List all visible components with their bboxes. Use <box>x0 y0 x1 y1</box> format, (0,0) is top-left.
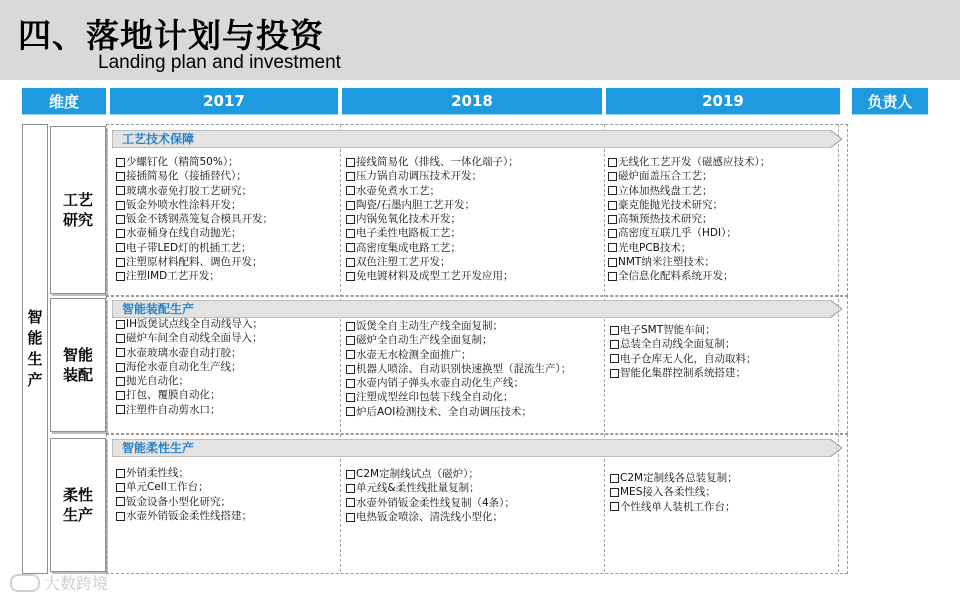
list-item <box>116 480 252 494</box>
items-process-2019 <box>608 155 770 284</box>
list-item <box>608 155 770 169</box>
list-item-text: 无线化工艺开发（磁感应技术）； <box>618 156 771 168</box>
items-process-2018 <box>346 155 519 284</box>
list-item <box>608 184 770 198</box>
list-item-text: 个性线单人装机工作台； <box>620 500 736 513</box>
banner-arrow <box>112 300 842 318</box>
list-item <box>346 212 519 226</box>
list-item-text: 水壶免煮水工艺； <box>356 184 440 197</box>
list-item <box>116 403 263 417</box>
list-item <box>346 155 519 169</box>
list-item-text: MES接入各柔性线； <box>620 486 716 499</box>
watermark-logo-icon <box>10 574 40 592</box>
checkbox-icon <box>346 484 355 493</box>
list-item-text: 海伦水壶自动化生产线； <box>126 360 242 373</box>
checkbox-icon <box>346 336 355 345</box>
checkbox-icon <box>608 272 617 281</box>
checkbox-icon <box>610 369 619 378</box>
banner-label: 智能装配生产 <box>122 302 195 316</box>
checkbox-icon <box>608 243 617 252</box>
checkbox-icon <box>346 322 355 331</box>
checkbox-icon <box>608 158 617 167</box>
list-item-text: 注塑原材料配料、调色开发； <box>126 256 263 269</box>
list-item <box>608 241 770 255</box>
list-item-text: 钣金外喷水性涂料开发； <box>126 198 242 211</box>
list-item-text: C2M定制线各总装复制； <box>620 472 738 484</box>
items-flexible-2017 <box>116 466 252 523</box>
checkbox-icon <box>116 172 125 181</box>
list-item <box>346 319 571 333</box>
list-item <box>116 269 273 283</box>
list-item-text: 注塑IMD工艺开发； <box>126 270 220 283</box>
checkbox-icon <box>346 215 355 224</box>
list-item <box>116 212 273 226</box>
subcategory-process-research <box>50 126 106 294</box>
list-item-text: 电子带LED灯的机插工艺； <box>126 241 252 254</box>
watermark-text: 大数跨境 <box>44 574 109 593</box>
page-subtitle: Landing plan and investment <box>98 52 341 73</box>
checkbox-icon <box>116 483 125 492</box>
list-item-text: 打包、覆膜自动化； <box>126 389 221 402</box>
list-item <box>116 360 263 374</box>
checkbox-icon <box>116 215 125 224</box>
list-item-text: 电子仓库无人化，自动取料； <box>620 352 757 365</box>
checkbox-icon <box>346 365 355 374</box>
list-item <box>346 226 519 240</box>
checkbox-icon <box>116 272 125 281</box>
list-item <box>116 155 273 169</box>
checkbox-icon <box>610 354 619 363</box>
list-item-text: 炉后AOI检测技术、全自动调压技术； <box>356 405 532 418</box>
list-item <box>116 198 273 212</box>
checkbox-icon <box>116 363 125 372</box>
list-item-text: 外销柔性线； <box>126 467 189 479</box>
list-item-text: C2M定制线试点（磁炉）； <box>356 468 479 480</box>
banner-arrow <box>112 130 842 148</box>
checkbox-icon <box>346 379 355 388</box>
checkbox-icon <box>116 469 125 478</box>
list-item-text: 电子SMT智能车间； <box>620 324 716 336</box>
list-item-text: 注塑成型丝印包装下线全自动化； <box>356 391 514 404</box>
list-item-text: 磁炉面盖压合工艺； <box>618 170 713 183</box>
list-item <box>346 269 519 283</box>
list-item <box>346 348 571 362</box>
list-item-text: 高密度互联几乎（HDI）； <box>618 227 737 240</box>
list-item <box>346 510 515 524</box>
subcategory-label: 工艺研究 <box>62 191 93 229</box>
list-item-text: 机器人喷涂、自动识别快速换型（混流生产）； <box>356 362 572 375</box>
list-item <box>346 496 515 510</box>
list-item <box>346 241 519 255</box>
subcategory-label: 智能装配 <box>62 346 93 384</box>
header-year-2017: 2017 <box>110 88 338 114</box>
list-item <box>116 184 273 198</box>
list-item-text: 内锅免氧化技术开发； <box>356 213 461 226</box>
list-item-text: 单元Cell工作台； <box>126 481 209 494</box>
list-item-text: 磁炉车间全自动线全面导入； <box>126 332 263 345</box>
category-intelligent-production <box>22 124 48 574</box>
checkbox-icon <box>346 172 355 181</box>
list-item-text: 水壶外销钣金柔性线复制（4条）； <box>356 496 515 509</box>
list-item-text: 立体加热线盘工艺； <box>618 184 713 197</box>
checkbox-icon <box>610 502 619 511</box>
checkbox-icon <box>116 348 125 357</box>
checkbox-icon <box>116 512 125 521</box>
subcategory-smart-assembly <box>50 298 106 432</box>
list-item <box>608 255 770 269</box>
list-item-text: 高密度集成电路工艺； <box>356 241 461 254</box>
checkbox-icon <box>116 391 125 400</box>
checkbox-icon <box>610 488 619 497</box>
title-bar <box>0 0 960 80</box>
list-item <box>116 226 273 240</box>
banner-arrow <box>112 439 842 457</box>
watermark <box>10 571 108 594</box>
list-item <box>608 212 770 226</box>
list-item <box>346 390 571 404</box>
items-assembly-2018 <box>346 319 571 419</box>
checkbox-icon <box>116 201 125 210</box>
list-item-text: 水壶外销钣金柔性线搭建； <box>126 509 252 522</box>
list-item-text: 玻璃水壶免打胶工艺研究； <box>126 184 252 197</box>
list-item-text: 钣金设备小型化研究； <box>126 495 231 508</box>
list-item <box>610 352 757 366</box>
checkbox-icon <box>346 243 355 252</box>
list-item-text: 少螺钉化（精简50%）； <box>126 156 239 168</box>
list-item <box>346 362 571 376</box>
checkbox-icon <box>116 243 125 252</box>
checkbox-icon <box>346 513 355 522</box>
list-item <box>346 481 515 495</box>
list-item <box>610 471 738 485</box>
list-item <box>346 198 519 212</box>
list-item <box>608 169 770 183</box>
checkbox-icon <box>610 474 619 483</box>
list-item-text: 水壶无水检测全面推广； <box>356 348 472 361</box>
subcategory-flexible-production <box>50 438 106 572</box>
list-item-text: 水壶桶身在线自动抛光； <box>126 227 242 240</box>
list-item <box>116 509 252 523</box>
list-item <box>608 198 770 212</box>
checkbox-icon <box>608 172 617 181</box>
banner-label: 智能柔性生产 <box>122 441 195 455</box>
list-item <box>116 331 263 345</box>
list-item-text: 饭煲全自主动生产线全面复制； <box>356 320 503 332</box>
list-item-text: IH饭煲试点线全自动线导入； <box>126 318 263 330</box>
list-item-text: 注塑件自动剪水口； <box>126 403 221 416</box>
header-year-2018: 2018 <box>342 88 602 114</box>
checkbox-icon <box>116 377 125 386</box>
list-item <box>610 323 757 337</box>
page-title: 四、落地计划与投资 <box>18 16 324 55</box>
items-flexible-2018 <box>346 467 515 524</box>
list-item-text: 水壶内销子弹头水壶自动化生产线； <box>356 377 524 390</box>
list-item <box>116 317 263 331</box>
list-item-text: 高频预热技术研究； <box>618 213 713 226</box>
list-item-text: 接插简易化（接插替代）； <box>126 170 247 183</box>
banner-label: 工艺技术保障 <box>122 132 195 146</box>
list-item-text: 智能化集群控制系统搭建； <box>620 366 746 379</box>
category-label: 智能生产 <box>27 308 43 389</box>
list-item-text: NMT纳米注塑技术； <box>618 256 715 269</box>
list-item <box>608 226 770 240</box>
checkbox-icon <box>346 258 355 267</box>
list-item <box>610 337 757 351</box>
list-item <box>346 405 571 419</box>
header-year-2019: 2019 <box>606 88 840 114</box>
list-item <box>346 333 571 347</box>
items-assembly-2017 <box>116 317 263 417</box>
list-item-text: 水壶玻璃水壶自动打胶； <box>126 346 242 359</box>
checkbox-icon <box>116 229 125 238</box>
checkbox-icon <box>346 186 355 195</box>
list-item <box>116 241 273 255</box>
list-item-text: 豪克能抛光技术研究； <box>618 198 723 211</box>
list-item <box>116 466 252 480</box>
checkbox-icon <box>610 340 619 349</box>
list-item <box>116 388 263 402</box>
checkbox-icon <box>346 158 355 167</box>
list-item-text: 磁炉全自动生产线全面复制； <box>356 334 493 347</box>
list-item-text: 陶瓷/石墨内胆工艺开发； <box>356 198 476 211</box>
subcategory-label: 柔性生产 <box>62 486 93 524</box>
items-process-2017 <box>116 155 273 284</box>
checkbox-icon <box>346 393 355 402</box>
items-flexible-2019 <box>610 471 738 514</box>
list-item-text: 单元线&柔性线批量复制； <box>356 482 480 495</box>
list-item-text: 电热钣金喷涂、清洗线小型化； <box>356 510 503 523</box>
list-item <box>610 500 738 514</box>
list-item <box>346 255 519 269</box>
checkbox-icon <box>608 229 617 238</box>
checkbox-icon <box>346 498 355 507</box>
items-assembly-2019 <box>610 323 757 380</box>
checkbox-icon <box>346 407 355 416</box>
list-item-text: 全信息化配料系统开发； <box>618 270 734 283</box>
list-item <box>610 485 738 499</box>
list-item-text: 光电PCB技术； <box>618 241 692 254</box>
checkbox-icon <box>608 258 617 267</box>
year-divider <box>340 124 341 572</box>
list-item-text: 抛光自动化； <box>126 375 189 388</box>
list-item <box>116 374 263 388</box>
list-item-text: 双色注塑工艺开发； <box>356 256 451 269</box>
list-item-text: 电子柔性电路板工艺； <box>356 227 461 240</box>
checkbox-icon <box>346 350 355 359</box>
checkbox-icon <box>116 186 125 195</box>
list-item <box>116 255 273 269</box>
checkbox-icon <box>116 320 125 329</box>
checkbox-icon <box>610 326 619 335</box>
checkbox-icon <box>346 272 355 281</box>
list-item <box>610 366 757 380</box>
checkbox-icon <box>116 334 125 343</box>
list-item <box>116 495 252 509</box>
list-item <box>116 169 273 183</box>
checkbox-icon <box>116 258 125 267</box>
checkbox-icon <box>608 186 617 195</box>
list-item-text: 压力锅自动调压技术开发； <box>356 170 482 183</box>
checkbox-icon <box>116 497 125 506</box>
header-dimension: 维度 <box>22 88 106 114</box>
list-item <box>346 467 515 481</box>
list-item <box>608 269 770 283</box>
year-divider <box>838 124 839 572</box>
checkbox-icon <box>608 201 617 210</box>
year-divider <box>604 124 605 572</box>
checkbox-icon <box>346 201 355 210</box>
list-item-text: 免电镀材料及成型工艺开发应用； <box>356 270 514 283</box>
list-item-text: 接线简易化（排线、一体化端子）； <box>356 156 519 168</box>
list-item <box>346 169 519 183</box>
list-item <box>346 184 519 198</box>
list-item <box>346 376 571 390</box>
list-item-text: 总装全自动线全面复制； <box>620 338 736 351</box>
header-owner: 负责人 <box>852 88 928 114</box>
checkbox-icon <box>346 470 355 479</box>
list-item-text: 钣金不锈钢蒸笼复合模具开发； <box>126 213 273 226</box>
checkbox-icon <box>608 215 617 224</box>
checkbox-icon <box>116 405 125 414</box>
checkbox-icon <box>116 158 125 167</box>
list-item <box>116 346 263 360</box>
checkbox-icon <box>346 229 355 238</box>
